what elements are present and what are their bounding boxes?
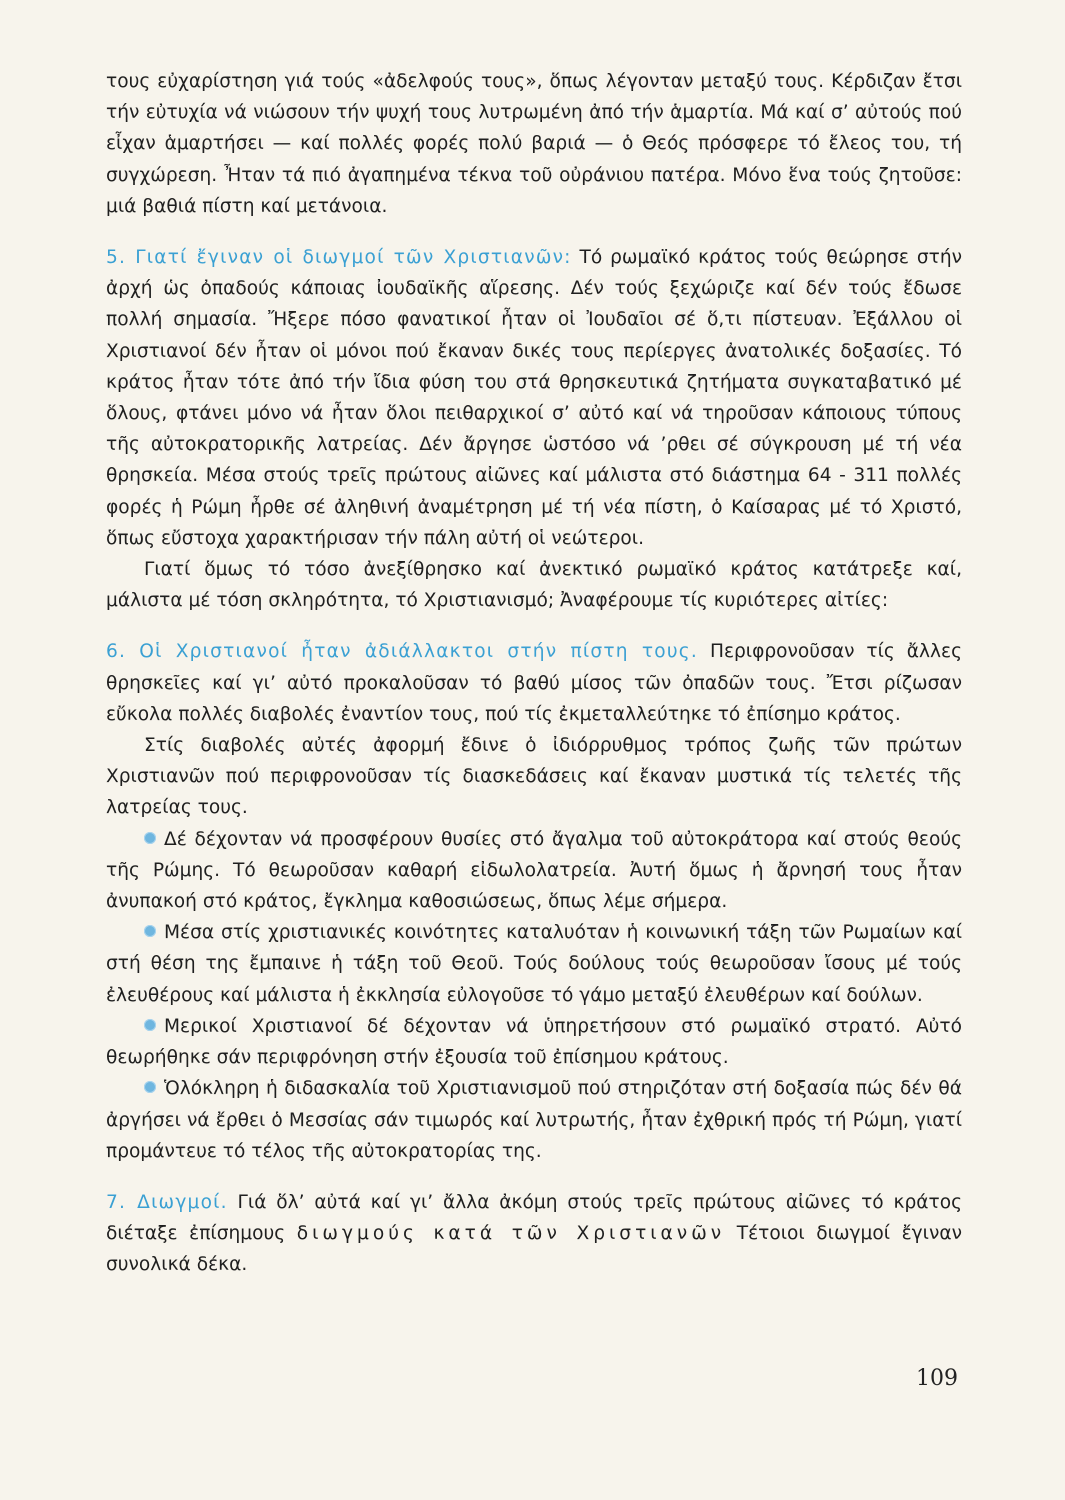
- section-6-heading: 6. Οἱ Χριστιανοί ἦταν ἀδιάλλακτοι στήν πίστη τους.: [106, 641, 699, 663]
- list-item: [106, 1011, 962, 1073]
- section-6-text: Περιφρονοῦσαν τίς ἄλλες θρησκεῖες καί γι’ αὐτό προκαλοῦσαν τό βαθύ μίσος τῶν ὀπαδῶν τους. Ἔτσι ρίζωσαν εὔκολα πολλές διαβολές ἐναντίον τους, πού τίς ἐκμεταλλεύτηκε τό ἐπίσημο κράτος.: [106, 641, 962, 725]
- section-7-spaced-text: διωγμούς κατά τῶν Χριστιανῶν: [296, 1223, 726, 1245]
- section-7-text: Γιά ὅλ’ αὐτά καί γι’ ἄλλα ἀκόμη στούς τρεῖς πρώτους αἰῶνες τό κράτος διέταξε ἐπίσημους: [106, 1191, 962, 1245]
- list-item-text: Μερικοί Χριστιανοί δέ δέχονταν νά ὑπηρετήσουν στό ρωμαϊκό στρατό. Αὐτό θεωρήθηκε σάν περιφρόνηση στήν ἐξουσία τοῦ ἐπίσημου κράτους.: [106, 1015, 962, 1069]
- list-item-text: Δέ δέχονταν νά προσφέρουν θυσίες στό ἄγαλμα τοῦ αὐτοκράτορα καί στούς θεούς τῆς Ρώμης. Τό θεωροῦσαν καθαρή εἰδωλολατρεία. Ἀυτή ὅμως ἡ ἄρνησή τους ἦταν ἀνυπακοή στό κράτος, ἔγκλημα καθοσιώσεως, ὅπως λέμε σήμερα.: [106, 828, 962, 913]
- section-6: [106, 636, 962, 730]
- page-body: [106, 66, 962, 1281]
- list-item: [106, 1073, 962, 1167]
- section-5: [106, 242, 962, 554]
- section-5-question: Γιατί ὅμως τό τόσο ἀνεξίθρησκο καί ἀνεκτικό ρωμαϊκό κράτος κατάτρεξε καί, μάλιστα μέ τόση σκληρότητα, τό Χριστιανισμό; Ἀναφέρουμε τίς κυριότερες αἰτίες:: [106, 559, 962, 612]
- bullet-icon: [144, 925, 156, 937]
- list-item-text: Ὁλόκληρη ἡ διδασκαλία τοῦ Χριστιανισμοῦ πού στηριζόταν στή δοξασία πώς δέν θά ἀργήσει νά ἔρθει ὁ Μεσσίας σάν τιμωρός καί λυτρωτής, ἦταν ἐχθρική πρός τή Ρώμη, γιατί προμάντευε τό τέλος τῆς αὐτοκρατορίας της.: [106, 1078, 962, 1162]
- paragraph-intro: τους εὐχαρίστηση γιά τούς «ἀδελφούς τους», ὅπως λέγονταν μεταξύ τους. Κέρδιζαν ἔτσι τήν εὐτυχία νά νιώσουν τήν ψυχή τους λυτρωμένη ἀπό τήν ἁμαρτία. Μά καί σ’ αὐτούς πού εἶχαν ἁμαρτήσει — καί πολλές φορές πολύ βαριά — ὁ Θεός πρόσφερε τό ἔλεος του, τή συγχώρεση. Ἦταν τά πιό ἀγαπημένα τέκνα τοῦ οὐράνιου πατέρα. Μόνο ἕνα τούς ζητοῦσε: μιά βαθιά πίστη καί μετάνοια.: [106, 71, 962, 217]
- bullet-icon: [144, 1019, 156, 1031]
- section-7: [106, 1187, 962, 1281]
- bullet-icon: [144, 832, 156, 844]
- section-7-heading: 7. Διωγμοί.: [106, 1191, 228, 1213]
- bullet-icon: [144, 1081, 156, 1093]
- section-5-text: Τό ρωμαϊκό κράτος τούς θεώρησε στήν ἀρχή ὡς ὀπαδούς κάποιας ἰουδαϊκῆς αἵρεσης. Δέν τούς ξεχώριζε καί δέν τούς ἔδωσε πολλή σημασία. Ἤξερε πόσο φανατικοί ἦταν οἱ Ἰουδαῖοι σέ ὅ,τι πίστευαν. Ἐξάλλου οἱ Χριστιανοί δέν ἦταν οἱ μόνοι πού ἔκαναν δικές τους περίεργες ἀνατολικές δοξασίες. Τό κράτος ἦταν τότε ἀπό τήν ἴδια φύση του στά θρησκευτικά ζητήματα συγκαταβατικό μέ ὅλους, φτάνει μόνο νά ἦταν ὅλοι πειθαρχικοί σ’ αὐτό καί νά τηροῦσαν κάποιους τύπους τῆς αὐτοκρατορικῆς λατρείας. Δέν ἄργησε ὡστόσο νά ’ρθει σέ σύγκρουση μέ τή νέα θρησκεία. Μέσα στούς τρεῖς πρώτους αἰῶνες καί μάλιστα στό διάστημα 64 - 311 πολλές φορές ἡ Ρώμη ἦρθε σέ ἀληθινή ἀναμέτρηση μέ τή νέα πίστη, ὁ Καίσαρας μέ τό Χριστό, ὅπως εὔστοχα χαρακτήρισαν τήν πάλη αὐτή οἱ νεώτεροι.: [106, 247, 962, 549]
- list-item: [106, 917, 962, 1011]
- list-item-text: Μέσα στίς χριστιανικές κοινότητες καταλυόταν ἡ κοινωνική τάξη τῶν Ρωμαίων καί στή θέση της ἔμπαινε ἡ τάξη τοῦ Θεοῦ. Τούς δούλους τούς θεωροῦσαν ἴσους μέ τούς ἐλευθέρους καί μάλιστα ἡ ἐκκλησία εὐλογοῦσε τό γάμο μεταξύ ἐλευθέρων καί δούλων.: [106, 922, 962, 1006]
- section-6-paragraph-2: Στίς διαβολές αὐτές ἀφορμή ἔδινε ὁ ἰδιόρρυθμος τρόπος ζωῆς τῶν πρώτων Χριστιανῶν πού περιφρονοῦσαν τίς διασκεδάσεις καί ἔκαναν μυστικά τίς τελετές τῆς λατρείας τους.: [106, 735, 962, 819]
- section-5-heading: 5. Γιατί ἔγιναν οἱ διωγμοί τῶν Χριστιανῶν:: [106, 247, 572, 269]
- section-7-text-end: Τέτοιοι διωγμοί ἔγιναν συνολικά δέκα.: [106, 1223, 962, 1276]
- page-number: 109: [916, 1366, 958, 1391]
- list-item: [106, 824, 962, 918]
